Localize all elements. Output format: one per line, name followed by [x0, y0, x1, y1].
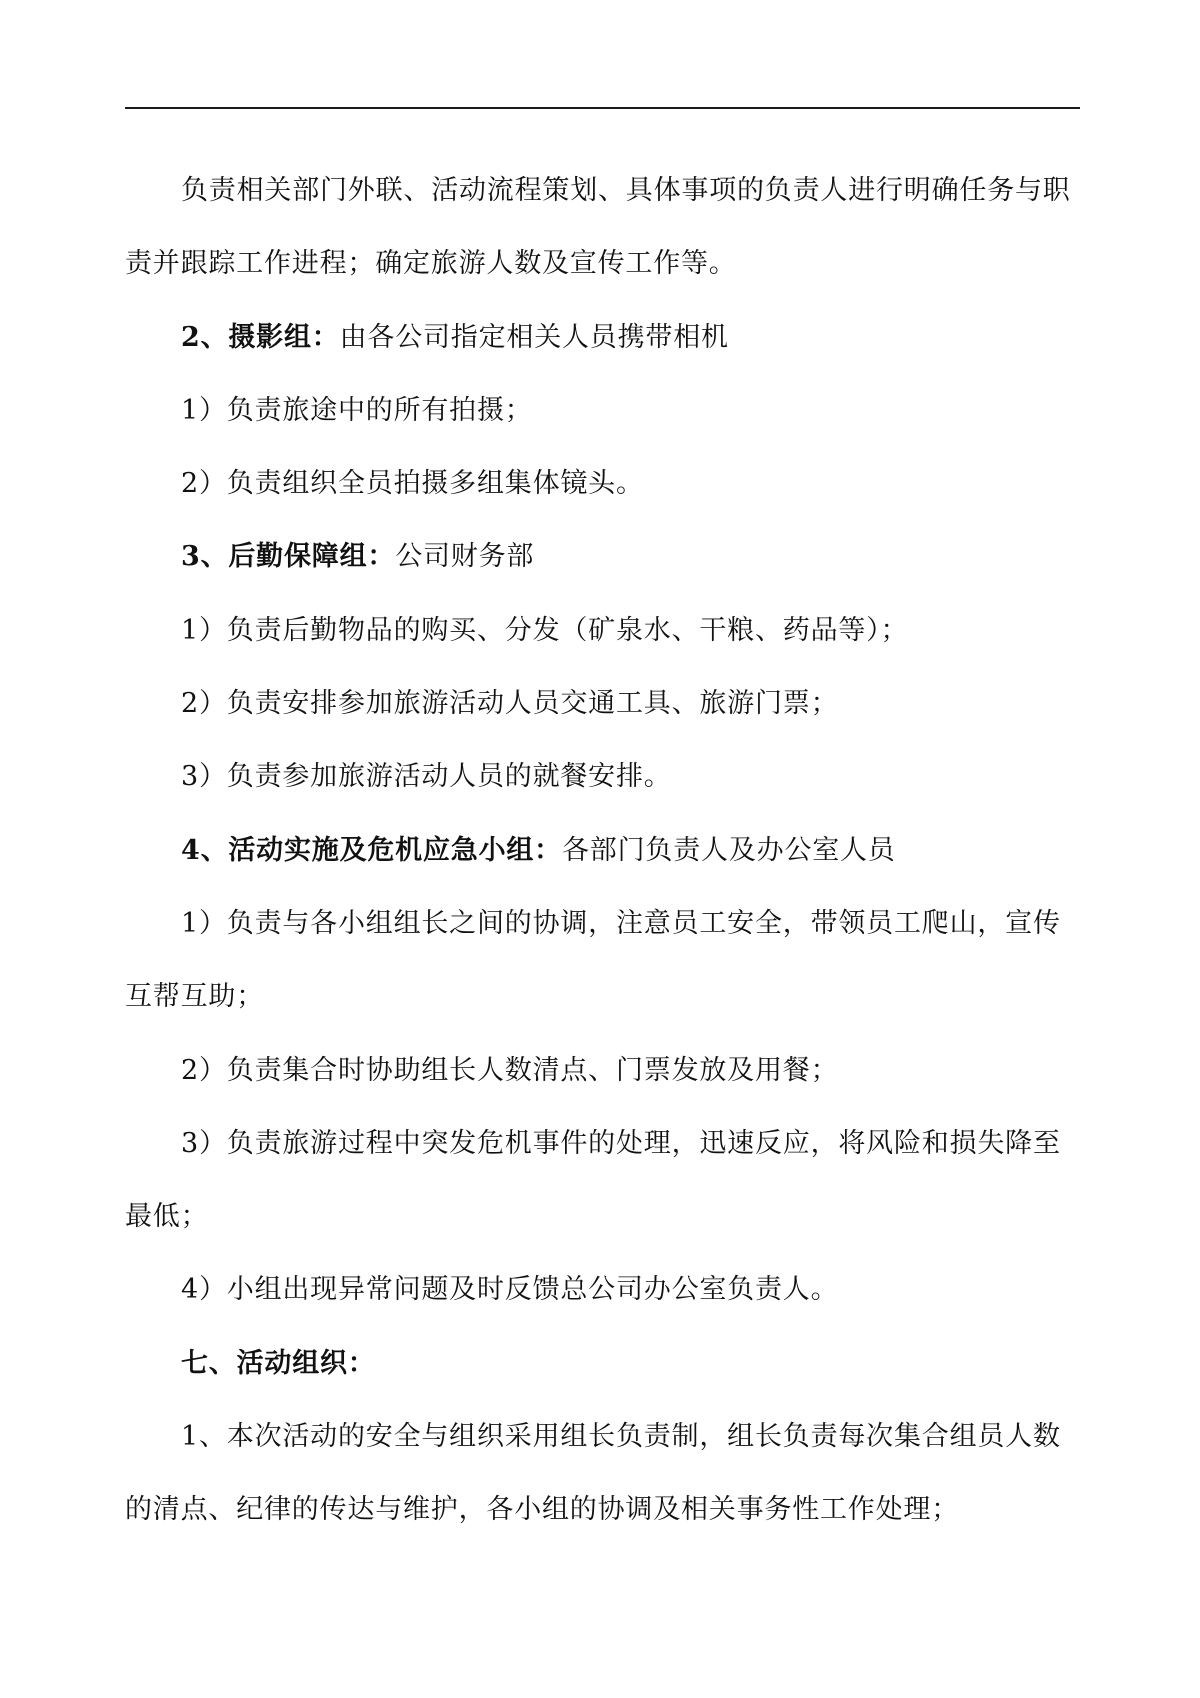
line-text: 1、本次活动的安全与组织采用组长负责制，组长负责每次集合组员人数	[181, 1421, 1061, 1453]
list-item	[125, 1051, 1080, 1124]
list-item	[125, 611, 1080, 684]
line-text: 公司财务部	[395, 541, 535, 573]
paragraph-line	[125, 244, 1080, 317]
line-text: 由各公司指定相关人员携带相机	[339, 321, 729, 353]
paragraph-line	[125, 171, 1080, 244]
line-text: 互帮互助；	[125, 981, 264, 1013]
line-text: 2）负责安排参加旅游活动人员交通工具、旅游门票；	[181, 688, 839, 720]
line-text: 责并跟踪工作进程；确定旅游人数及宣传工作等。	[125, 248, 737, 280]
line-text: 1）负责旅途中的所有拍摄；	[181, 394, 533, 426]
list-item	[125, 464, 1080, 537]
document-body	[125, 171, 1080, 1564]
list-item-continuation	[125, 977, 1080, 1050]
heading-label: 4、活动实施及危机应急小组：	[181, 834, 562, 866]
line-text: 2）负责集合时协助组长人数清点、门票发放及用餐；	[181, 1054, 839, 1086]
list-item	[125, 1417, 1080, 1490]
heading-label: 2、摄影组：	[181, 321, 340, 353]
line-text: 1）负责后勤物品的购买、分发（矿泉水、干粮、药品等）；	[181, 614, 909, 646]
list-item	[125, 904, 1080, 977]
section-heading-organization	[125, 1344, 1080, 1417]
section-heading-logistics	[125, 537, 1080, 610]
line-text: 4）小组出现异常问题及时反馈总公司办公室负责人。	[181, 1274, 839, 1306]
line-text: 3）负责参加旅游活动人员的就餐安排。	[181, 761, 672, 793]
line-text: 各部门负责人及办公室人员	[562, 834, 896, 866]
list-item	[125, 1124, 1080, 1197]
line-text: 3）负责旅游过程中突发危机事件的处理，迅速反应，将风险和损失降至	[181, 1127, 1061, 1159]
list-item	[125, 757, 1080, 830]
list-item	[125, 1270, 1080, 1343]
line-text: 1）负责与各小组组长之间的协调，注意员工安全，带领员工爬山，宣传	[181, 907, 1061, 939]
section-heading-photography	[125, 318, 1080, 391]
heading-label: 七、活动组织：	[181, 1347, 376, 1379]
list-item-continuation	[125, 1197, 1080, 1270]
heading-label: 3、后勤保障组：	[181, 541, 396, 573]
header-rule	[125, 107, 1080, 109]
line-text: 负责相关部门外联、活动流程策划、具体事项的负责人进行明确任务与职	[181, 175, 1071, 206]
line-text: 最低；	[125, 1201, 209, 1233]
list-item-continuation	[125, 1490, 1080, 1563]
section-heading-emergency	[125, 831, 1080, 904]
list-item	[125, 391, 1080, 464]
list-item	[125, 684, 1080, 757]
line-text: 2）负责组织全员拍摄多组集体镜头。	[181, 468, 644, 500]
line-text: 的清点、纪律的传达与维护，各小组的协调及相关事务性工作处理；	[125, 1494, 959, 1526]
